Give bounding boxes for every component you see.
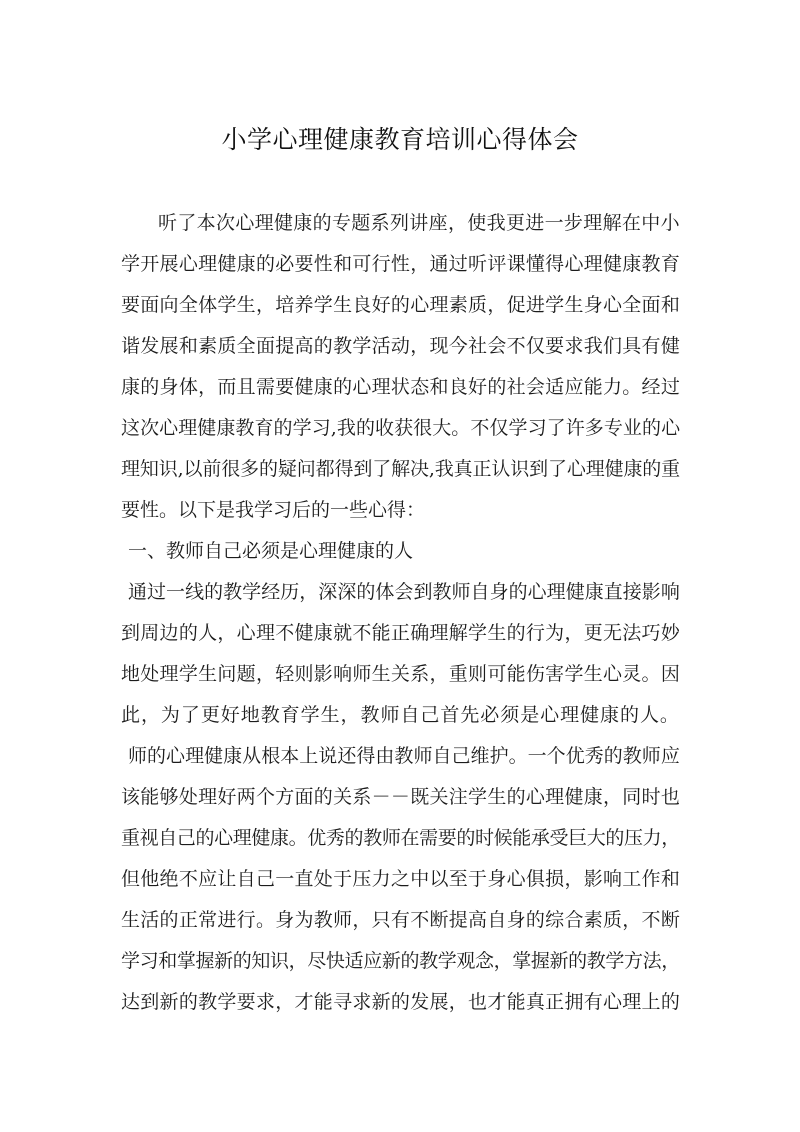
text-line: 听了本次心理健康的专题系列讲座，使我更进一步理解在中小: [158, 212, 680, 234]
text-line: 重视自己的心理健康。优秀的教师在需要的时候能承受巨大的压力，: [121, 827, 680, 849]
text-line: 师的心理健康从根本上说还得由教师自己维护。一个优秀的教师应: [128, 745, 680, 767]
text-line: 但他绝不应让自己一直处于压力之中以至于身心俱损，影响工作和: [121, 868, 681, 890]
text-line: 地处理学生问题，轻则影响师生关系，重则可能伤害学生心灵。因: [121, 663, 681, 685]
text-line: 要面向全体学生，培养学生良好的心理素质，促进学生身心全面和: [121, 294, 681, 316]
text-line: 康的身体，而且需要健康的心理状态和良好的社会适应能力。经过: [121, 376, 681, 398]
text-line: 到周边的人，心理不健康就不能正确理解学生的行为，更无法巧妙: [121, 622, 681, 644]
text-line: 理知识,以前很多的疑问都得到了解决,我真正认识到了心理健康的重: [121, 458, 681, 480]
text-line: 生活的正常进行。身为教师，只有不断提高自身的综合素质，不断: [121, 909, 681, 931]
text-line: 谐发展和素质全面提高的教学活动，现今社会不仅要求我们具有健: [121, 335, 681, 357]
text-line: 此，为了更好地教育学生，教师自己首先必须是心理健康的人。: [121, 704, 680, 726]
text-line: 学习和掌握新的知识，尽快适应新的教学观念，掌握新的教学方法，: [121, 950, 680, 972]
text-line: 要性。以下是我学习后的一些心得：: [121, 499, 426, 521]
text-line: 该能够处理好两个方面的关系－－既关注学生的心理健康，同时也: [121, 786, 681, 808]
document-title: 小学心理健康教育培训心得体会: [221, 125, 579, 154]
text-line: 一、教师自己必须是心理健康的人: [128, 540, 414, 562]
text-line: 达到新的教学要求，才能寻求新的发展，也才能真正拥有心理上的: [121, 991, 681, 1013]
text-line: 通过一线的教学经历，深深的体会到教师自身的心理健康直接影响: [128, 581, 680, 603]
text-line: 这次心理健康教育的学习,我的收获很大。不仅学习了许多专业的心: [121, 417, 681, 439]
text-line: 学开展心理健康的必要性和可行性，通过听评课懂得心理健康教育: [121, 253, 681, 275]
